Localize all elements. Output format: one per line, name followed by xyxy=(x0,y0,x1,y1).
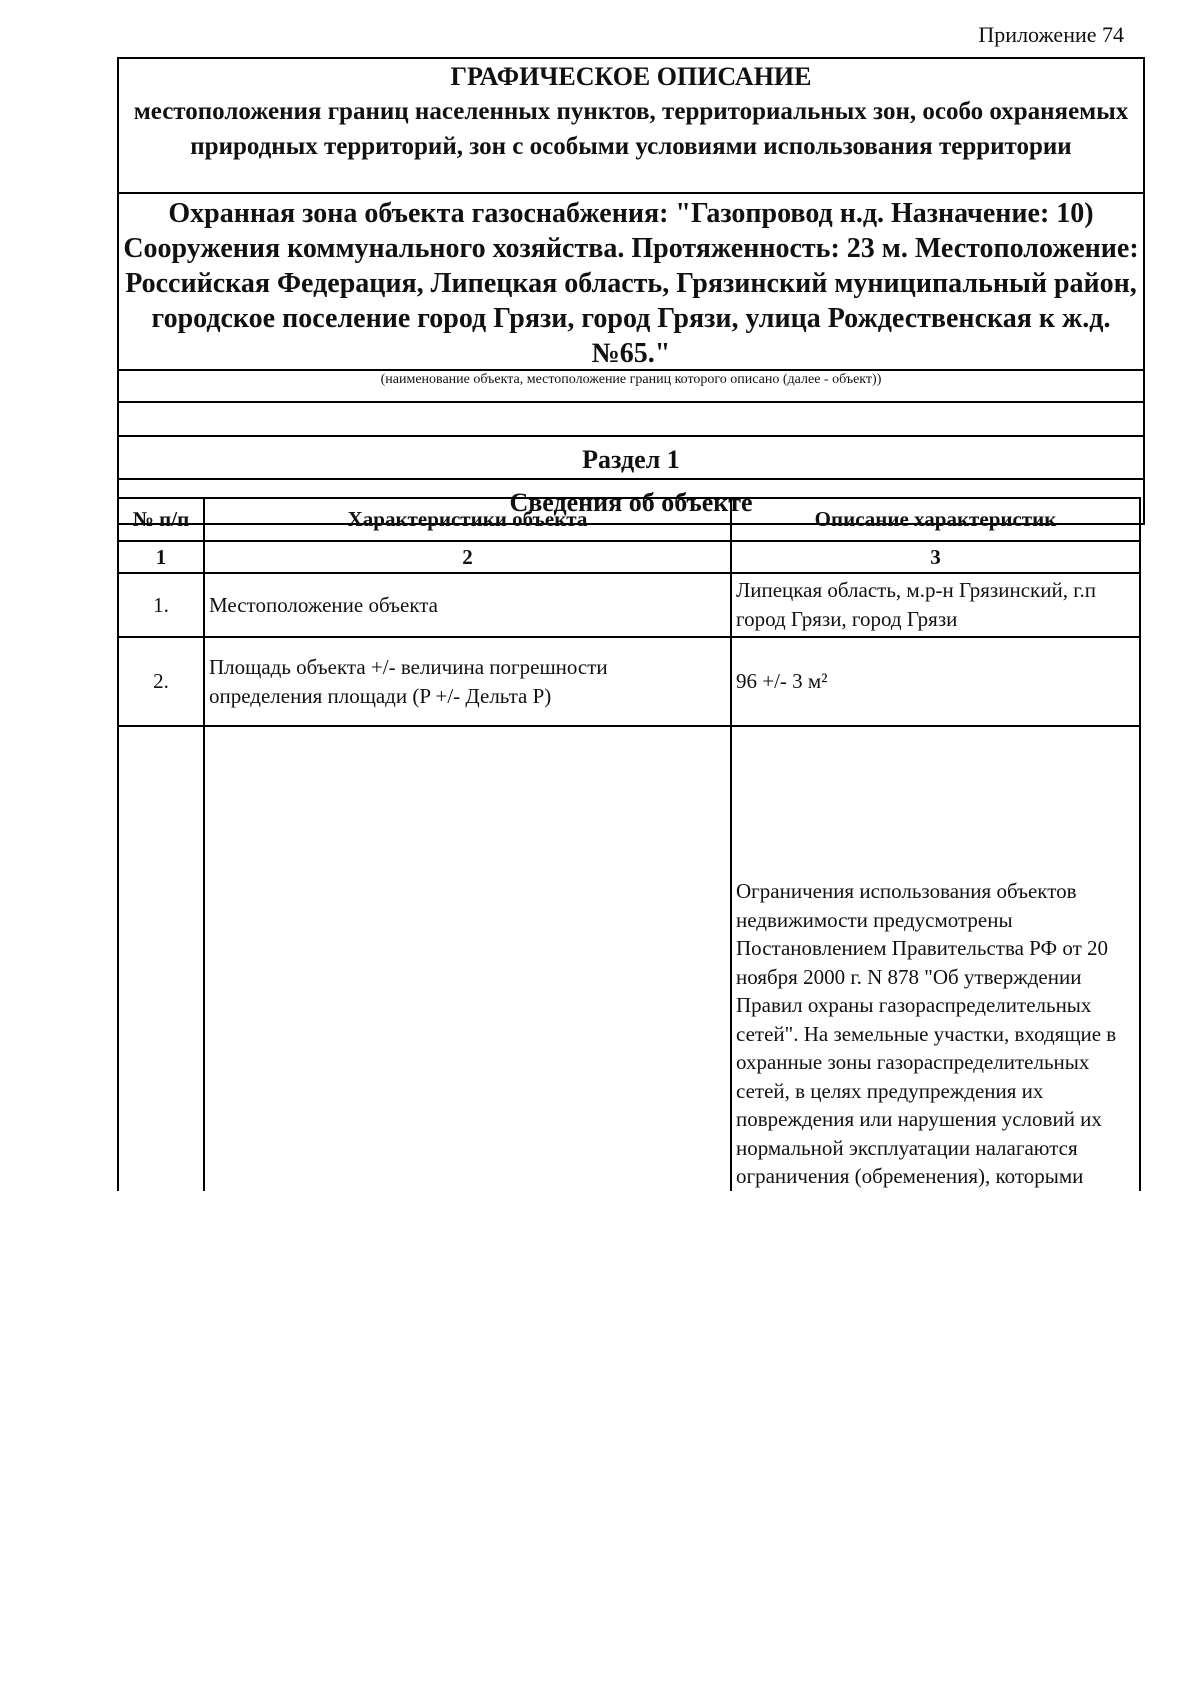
header-num: № п/п xyxy=(118,498,204,541)
row-characteristic: Площадь объекта +/- величина погрешности определения площади (P +/- Дельта P) xyxy=(204,637,731,726)
object-info-table xyxy=(117,497,1141,1191)
restrictions-text: Ограничения использования объектов недвижимости предусмотрены Постановлением Правительства РФ от 20 ноября 2000 г. N 878 "Об утверждении Правил охраны газораспределительных сетей". На земельные участки, входящие в охранные зоны газораспределительных сетей, в целях предупреждения их повреждения или нарушения условий их нормальной эксплуатации налагаются ограничения (обременения), которыми xyxy=(736,879,1117,1188)
document-frame xyxy=(117,57,1145,525)
row-characteristic: Местоположение объекта xyxy=(204,573,731,637)
header-description: Описание характеристик xyxy=(731,498,1140,541)
appendix-label: Приложение 74 xyxy=(978,22,1124,47)
row-description: 96 +/- 3 м² xyxy=(731,637,1140,726)
column-number-2: 2 xyxy=(204,541,731,573)
column-number-1: 1 xyxy=(118,541,204,573)
table-row xyxy=(118,726,1140,1191)
object-name: Охранная зона объекта газоснабжения: "Газопровод н.д. Назначение: 10) Сооружения коммунального хозяйства. Протяженность: 23 м. Местоположение: Российская Федерация, Липецкая область, Грязинский муниципальный район, городское поселение город Грязи, город Грязи, улица Рождественская к ж.д.№65." xyxy=(123,198,1139,369)
spacer-row xyxy=(119,403,1143,435)
document-title: ГРАФИЧЕСКОЕ ОПИСАНИЕ xyxy=(450,62,812,91)
object-name-caption: (наименование объекта, местоположение границ которого описано (далее - объект)) xyxy=(119,369,1143,403)
column-number-3: 3 xyxy=(731,541,1140,573)
row-description: Липецкая область, м.р-н Грязинский, г.п город Грязи, город Грязи xyxy=(731,573,1140,637)
header-characteristic: Характеристики объекта xyxy=(204,498,731,541)
row-description xyxy=(731,726,1140,1191)
section-subtitle: Сведения об объекте xyxy=(119,480,1143,525)
row-num: 1. xyxy=(118,573,204,637)
row-num: 2. xyxy=(118,637,204,726)
table-row xyxy=(118,573,1140,637)
row-num xyxy=(118,726,204,1191)
table-header-row xyxy=(118,498,1140,541)
section-title: Раздел 1 xyxy=(119,435,1143,480)
table-row xyxy=(118,637,1140,726)
row-characteristic xyxy=(204,726,731,1191)
column-number-row xyxy=(118,541,1140,573)
document-subtitle: местоположения границ населенных пунктов, территориальных зон, особо охраняемых природных территорий, зон с особыми условиями использования территории xyxy=(133,98,1129,160)
document-title-block xyxy=(119,59,1143,194)
